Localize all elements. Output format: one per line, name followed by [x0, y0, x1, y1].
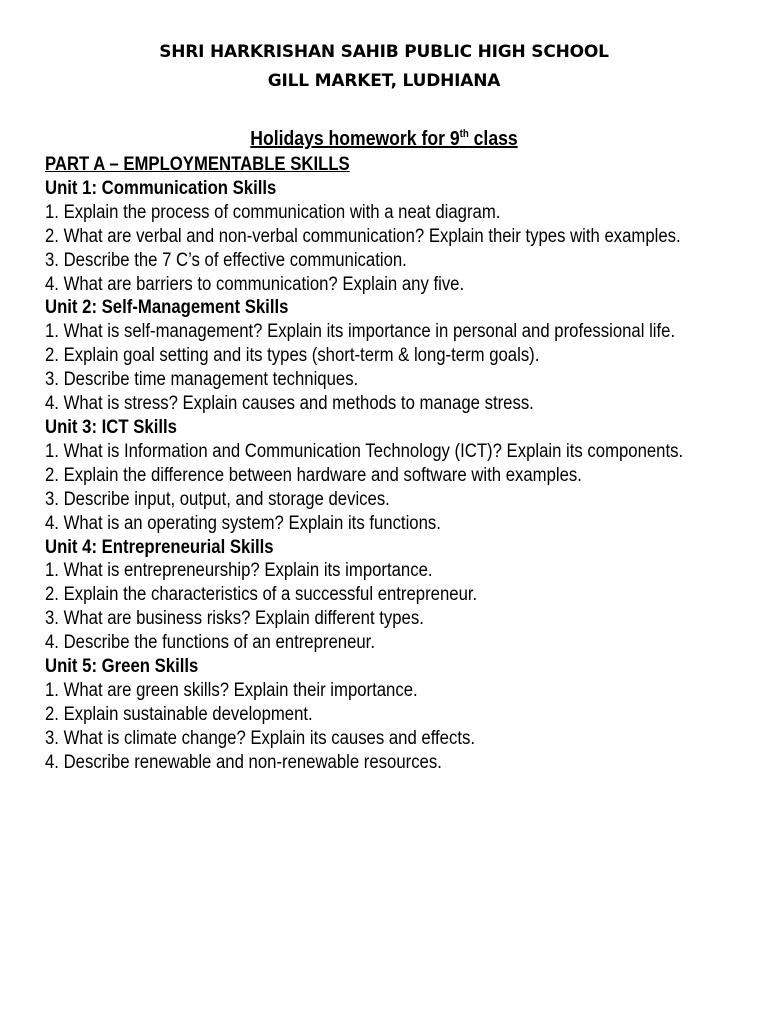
- unit-heading: Unit 2: Self-Management Skills: [45, 297, 289, 319]
- question-item: 4. Describe the functions of an entrepreneur.: [45, 632, 375, 654]
- homework-content: [45, 153, 684, 775]
- question-item: 4. What are barriers to communication? Explain any five.: [45, 273, 465, 295]
- question-item: 2. What are verbal and non-verbal communication? Explain their types with examples.: [45, 225, 681, 247]
- homework-title: [46, 126, 722, 152]
- question-item: 2. Explain the difference between hardware and software with examples.: [45, 464, 582, 486]
- question-item: 3. Describe the 7 C’s of effective communication.: [45, 249, 407, 271]
- unit-2: [45, 296, 679, 416]
- unit-heading: Unit 1: Communication Skills: [45, 177, 277, 199]
- question-item: 3. What is climate change? Explain its causes and effects.: [45, 727, 476, 749]
- question-item: 1. What are green skills? Explain their importance.: [45, 679, 418, 701]
- part-a-heading: PART A – EMPLOYMENTABLE SKILLS: [45, 154, 350, 175]
- unit-heading: Unit 4: Entrepreneurial Skills: [45, 536, 274, 558]
- title-superscript: th: [459, 128, 469, 140]
- question-item: 1. Explain the process of communication with a neat diagram.: [45, 201, 501, 223]
- question-item: 4. What is an operating system? Explain its functions.: [45, 512, 441, 534]
- question-item: 1. What is Information and Communication Technology (ICT)? Explain its components.: [45, 440, 684, 462]
- question-item: 3. Describe time management techniques.: [45, 369, 359, 391]
- school-header: [0, 38, 768, 96]
- question-item: 1. What is entrepreneurship? Explain its importance.: [45, 560, 433, 582]
- unit-1: [45, 177, 679, 297]
- unit-3: [45, 416, 684, 536]
- question-item: 2. Explain sustainable development.: [45, 703, 313, 725]
- question-item: 2. Explain goal setting and its types (short-term & long-term goals).: [45, 345, 540, 367]
- title-prefix: Holidays homework for 9: [250, 128, 460, 150]
- question-item: 3. Describe input, output, and storage devices.: [45, 488, 390, 510]
- unit-heading: Unit 3: ICT Skills: [45, 416, 177, 438]
- unit-5: [45, 655, 679, 775]
- question-item: 2. Explain the characteristics of a successful entrepreneur.: [45, 584, 478, 606]
- question-item: 3. What are business risks? Explain different types.: [45, 608, 424, 630]
- school-location: GILL MARKET, LUDHIANA: [267, 71, 501, 91]
- question-item: 4. Describe renewable and non-renewable resources.: [45, 751, 442, 773]
- question-item: 1. What is self-management? Explain its importance in personal and professional life.: [45, 321, 676, 343]
- homework-title-text: [250, 128, 517, 150]
- school-name: SHRI HARKRISHAN SAHIB PUBLIC HIGH SCHOOL: [159, 42, 609, 62]
- unit-4: [45, 536, 679, 656]
- unit-heading: Unit 5: Green Skills: [45, 656, 199, 678]
- question-item: 4. What is stress? Explain causes and methods to manage stress.: [45, 393, 534, 415]
- title-suffix: class: [468, 128, 518, 150]
